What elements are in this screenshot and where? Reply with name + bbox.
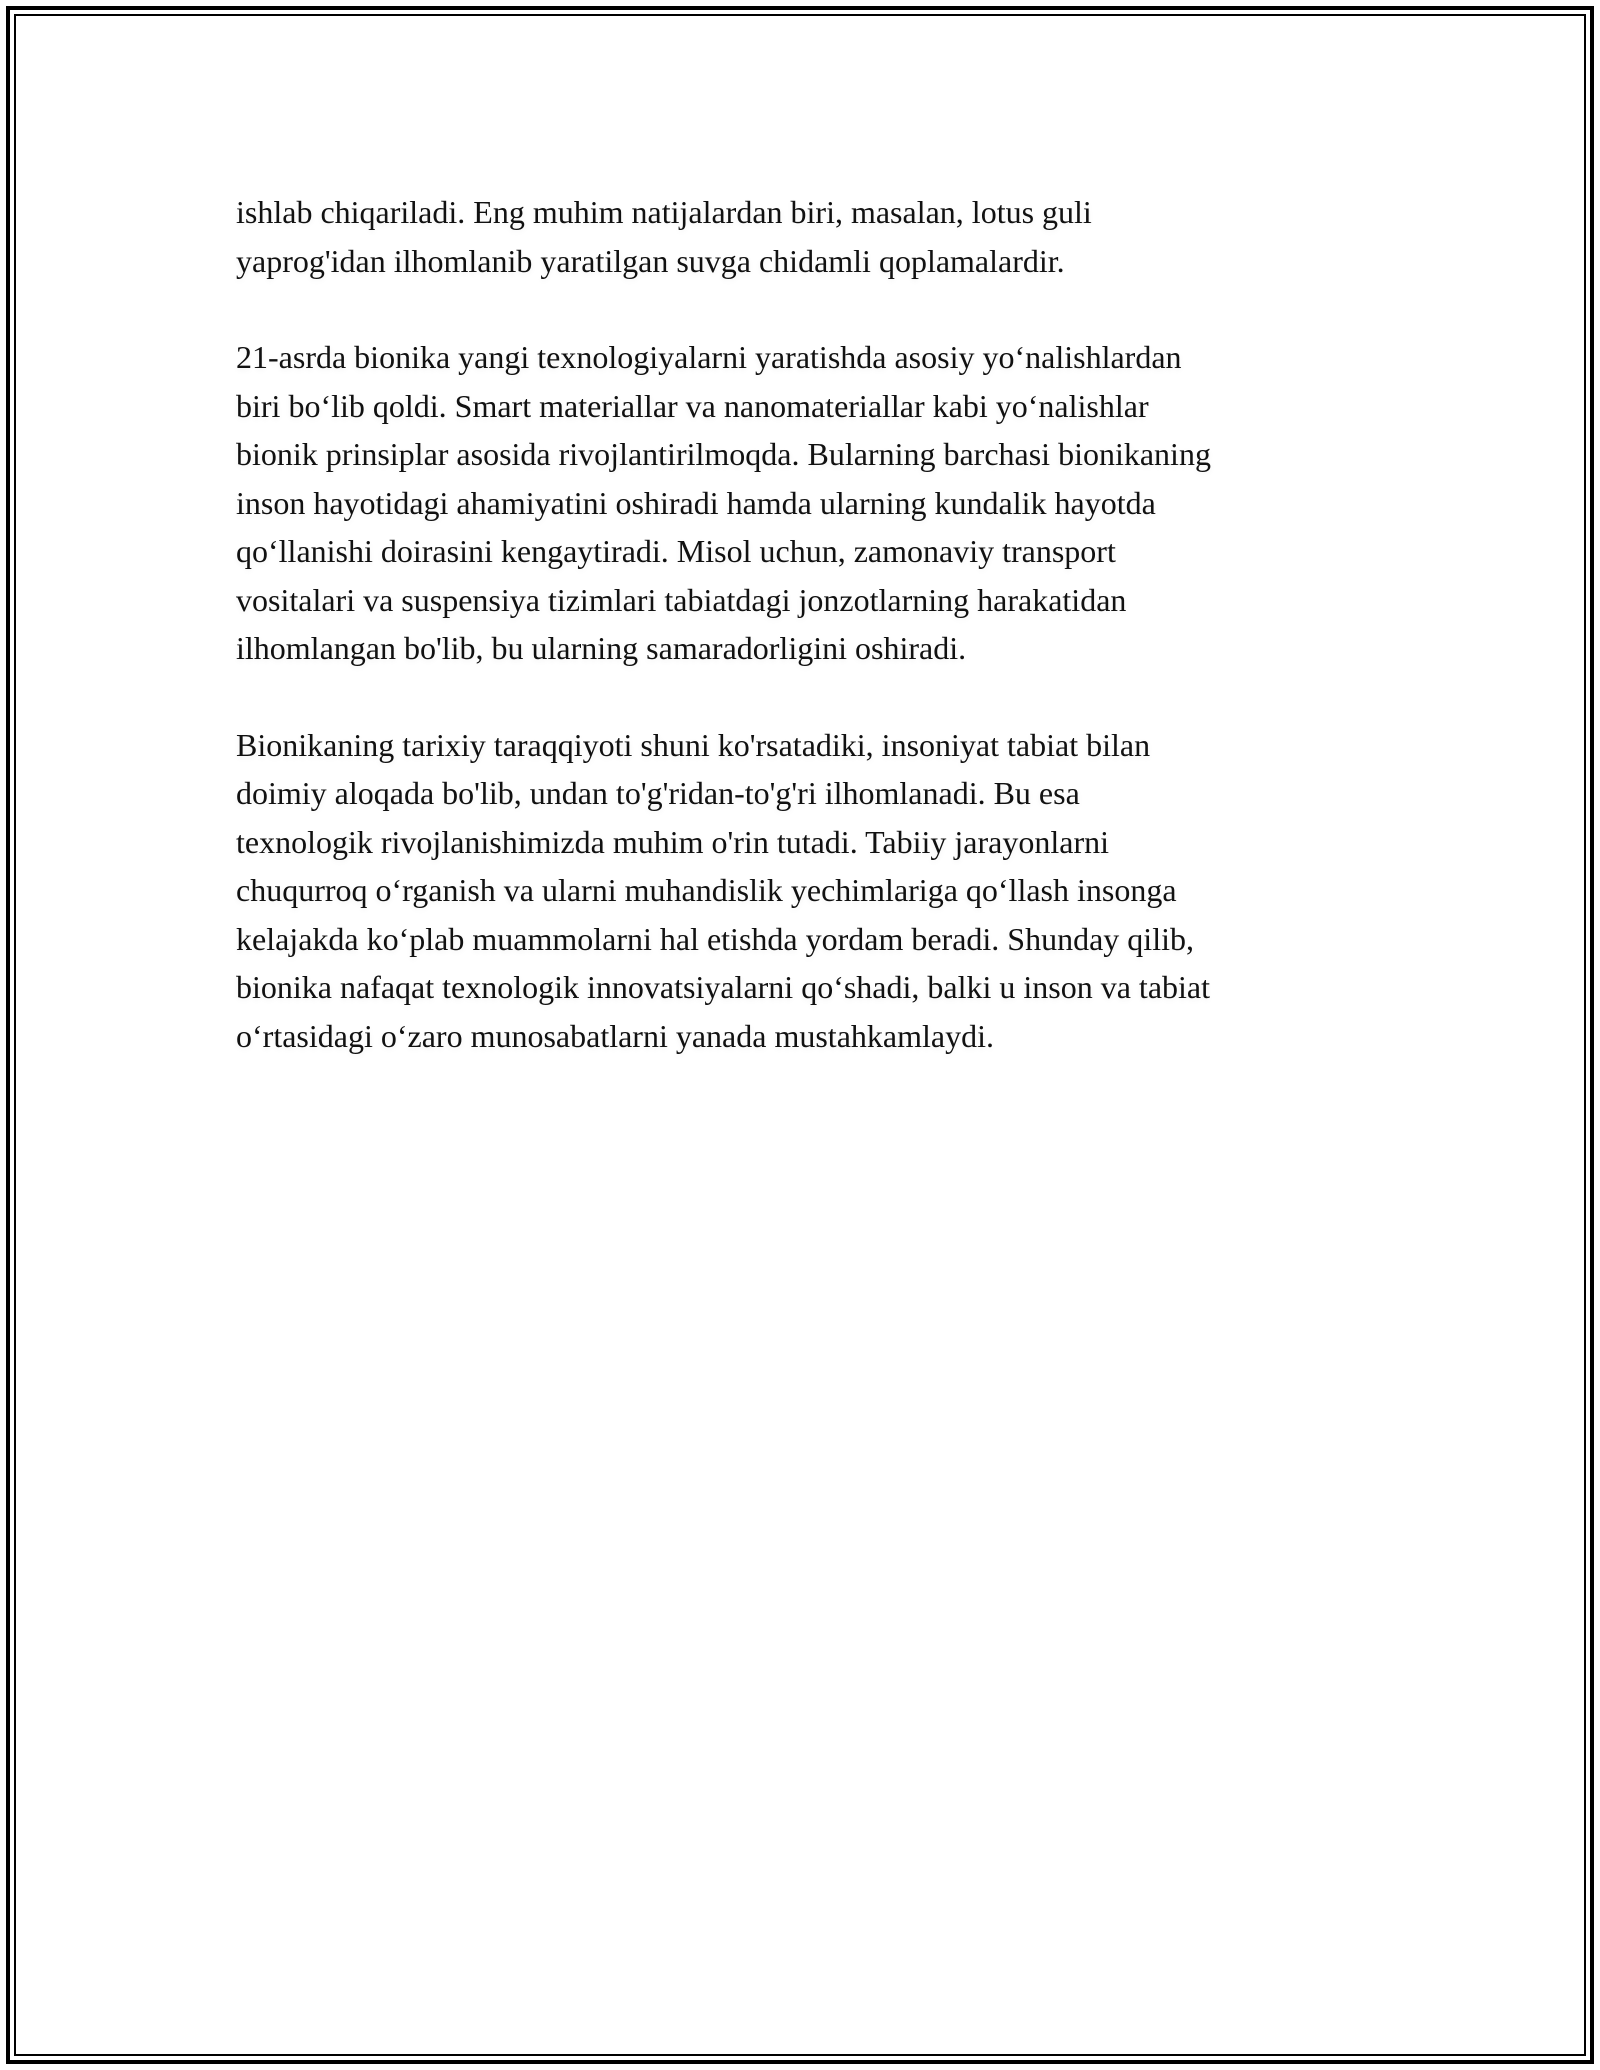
paragraph-21st-century (236, 333, 1376, 673)
text-line: o‘rtasidagi o‘zaro munosabatlarni yanada mustahkamlaydi. (236, 1017, 994, 1054)
text-line: biri bo‘lib qoldi. Smart materiallar va nanomateriallar kabi yo‘nalishlar (236, 387, 1149, 424)
document-body (236, 188, 1376, 1108)
text-line: yaprog'idan ilhomlanib yaratilgan suvga chidamli qoplamalardir. (236, 242, 1065, 279)
paragraph-lotus (236, 188, 1376, 285)
paragraph-history (236, 721, 1376, 1061)
text-line: ishlab chiqariladi. Eng muhim natijalardan biri, masalan, lotus guli (236, 194, 1092, 230)
text-line: kelajakda ko‘plab muammolarni hal etishda yordam beradi. Shunday qilib, (236, 920, 1194, 957)
text-line: chuqurroq o‘rganish va ularni muhandislik yechimlariga qo‘llash insonga (236, 872, 1177, 908)
text-line: 21-asrda bionika yangi texnologiyalarni yaratishda asosiy yo‘nalishlardan (236, 339, 1182, 375)
text-line: inson hayotidagi ahamiyatini oshiradi hamda ularning kundalik hayotda (236, 484, 1156, 521)
text-line: bionik prinsiplar asosida rivojlantirilmoqda. Bularning barchasi bionikaning (236, 436, 1211, 472)
text-line: ilhomlangan bo'lib, bu ularning samaradorligini oshiradi. (236, 630, 967, 666)
text-line: bionika nafaqat texnologik innovatsiyalarni qo‘shadi, balki u inson va tabiat (236, 969, 1210, 1005)
text-line: qo‘llanishi doirasini kengaytiradi. Misol uchun, zamonaviy transport (236, 533, 1116, 569)
text-line: vositalari va suspensiya tizimlari tabiatdagi jonzotlarning harakatidan (236, 581, 1127, 618)
text-line: doimiy aloqada bo'lib, undan to'g'ridan-to'g'ri ilhomlanadi. Bu esa (236, 775, 1080, 811)
text-line: texnologik rivojlanishimizda muhim o'rin tutadi. Tabiiy jarayonlarni (236, 823, 1109, 860)
text-line: Bionikaning tarixiy taraqqiyoti shuni ko'rsatadiki, insoniyat tabiat bilan (236, 726, 1151, 763)
